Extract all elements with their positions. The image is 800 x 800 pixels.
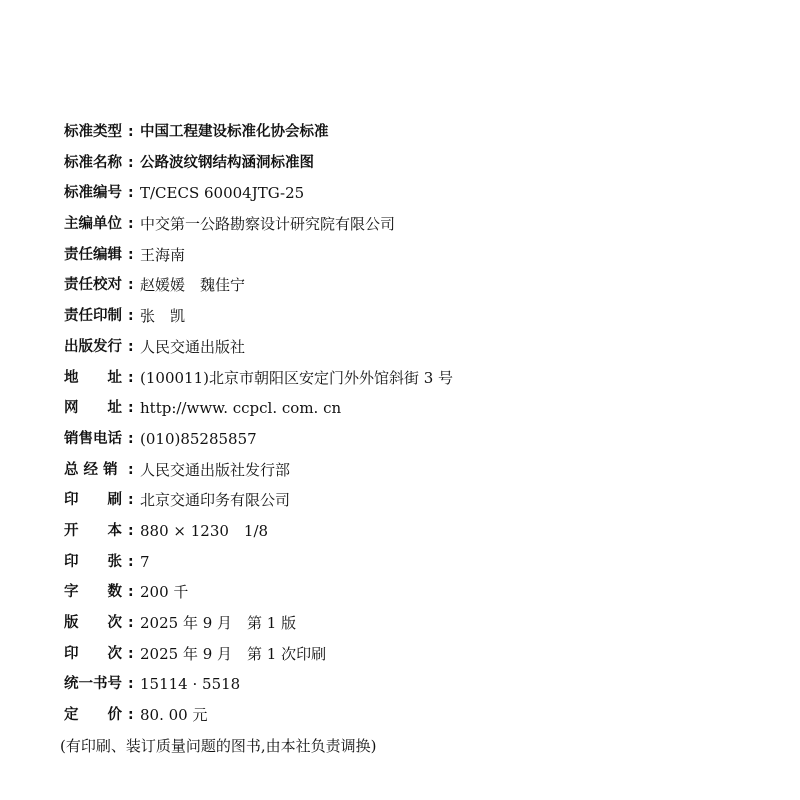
label-printer: 印 刷	[64, 492, 122, 509]
row-standard-name	[64, 148, 764, 179]
separator: :	[128, 461, 134, 478]
row-standard-type	[64, 117, 764, 148]
value-sales-phone: (010)85285857	[140, 429, 257, 448]
row-proofreader	[64, 270, 764, 301]
value-edition: 2025 年 9 月 第 1 版	[140, 614, 297, 632]
separator: :	[128, 124, 134, 140]
value-printing: 2025 年 9 月 第 1 次印刷	[140, 644, 327, 663]
row-publisher	[64, 332, 764, 363]
row-website	[64, 393, 764, 424]
label-proofreader: 责任校对	[64, 277, 122, 294]
row-printer	[64, 485, 764, 516]
row-sales-phone	[64, 424, 764, 455]
separator: :	[128, 246, 134, 263]
label-printed-sheets: 印 张	[64, 553, 122, 570]
value-word-count: 200 千	[140, 583, 189, 602]
value-price: 80. 00 元	[140, 706, 208, 725]
separator: :	[128, 584, 134, 601]
label-word-count: 字 数	[64, 584, 122, 601]
separator: :	[128, 676, 134, 693]
value-printed-sheets: 7	[140, 552, 150, 571]
value-print-supervisor: 张 凯	[140, 307, 186, 326]
separator: :	[128, 154, 134, 171]
separator: :	[128, 308, 134, 325]
label-format: 开 本	[64, 522, 122, 539]
value-book-number: 15114 · 5518	[140, 675, 241, 694]
value-distributor: 人民交通出版社发行部	[140, 460, 291, 479]
label-price: 定 价	[64, 707, 122, 724]
row-price	[64, 700, 764, 731]
label-standard-type: 标准类型	[64, 124, 122, 140]
row-format	[64, 516, 764, 547]
value-chief-editor-unit: 中交第一公路勘察设计研究院有限公司	[140, 215, 396, 234]
row-print-supervisor	[64, 301, 764, 332]
row-standard-number	[64, 178, 764, 209]
label-standard-name: 标准名称	[64, 154, 122, 171]
separator: :	[128, 645, 134, 662]
label-book-number: 统一书号	[64, 676, 122, 693]
label-print-supervisor: 责任印制	[64, 308, 122, 325]
separator: :	[128, 338, 134, 355]
separator: :	[128, 553, 134, 570]
separator: :	[128, 615, 134, 631]
separator: :	[128, 277, 134, 294]
row-distributor	[64, 455, 764, 486]
separator: :	[128, 430, 134, 447]
quality-note: (有印刷、装订质量问题的图书,由本社负责调换)	[60, 736, 377, 755]
value-responsible-editor: 王海南	[140, 245, 186, 264]
row-book-number	[64, 669, 764, 700]
label-sales-phone: 销售电话	[64, 430, 122, 447]
label-address: 地 址	[64, 369, 122, 386]
separator: :	[128, 216, 134, 233]
separator: :	[128, 707, 134, 724]
value-format: 880 × 1230 1/8	[140, 521, 269, 540]
separator: :	[128, 369, 134, 386]
label-chief-editor-unit: 主编单位	[64, 216, 122, 233]
colophon-block	[60, 117, 764, 761]
row-word-count	[64, 577, 764, 608]
row-responsible-editor	[64, 240, 764, 271]
label-publisher: 出版发行	[64, 338, 122, 355]
separator: :	[128, 400, 134, 417]
value-printer: 北京交通印务有限公司	[140, 491, 291, 510]
separator: :	[128, 522, 134, 539]
separator: :	[128, 185, 134, 202]
row-printed-sheets	[64, 547, 764, 578]
separator: :	[128, 492, 134, 509]
row-chief-editor-unit	[64, 209, 764, 240]
label-edition: 版 次	[64, 615, 122, 631]
value-publisher: 人民交通出版社	[140, 337, 246, 356]
label-distributor: 总 经 销	[64, 461, 118, 478]
label-standard-number: 标准编号	[64, 185, 122, 202]
row-edition	[64, 608, 764, 639]
row-address	[64, 363, 764, 394]
label-responsible-editor: 责任编辑	[64, 246, 122, 263]
value-address: (100011)北京市朝阳区安定门外外馆斜街 3 号	[140, 368, 454, 387]
value-website: http://www. ccpcl. com. cn	[140, 399, 342, 418]
value-proofreader: 赵媛媛 魏佳宁	[140, 276, 246, 295]
value-standard-type: 中国工程建设标准化协会标准	[140, 124, 329, 140]
label-printing: 印 次	[64, 645, 122, 662]
value-standard-number: T/CECS 60004JTG-25	[140, 184, 305, 203]
value-standard-name: 公路波纹钢结构涵洞标准图	[140, 154, 314, 171]
label-website: 网 址	[64, 400, 122, 417]
row-printing	[64, 639, 764, 670]
